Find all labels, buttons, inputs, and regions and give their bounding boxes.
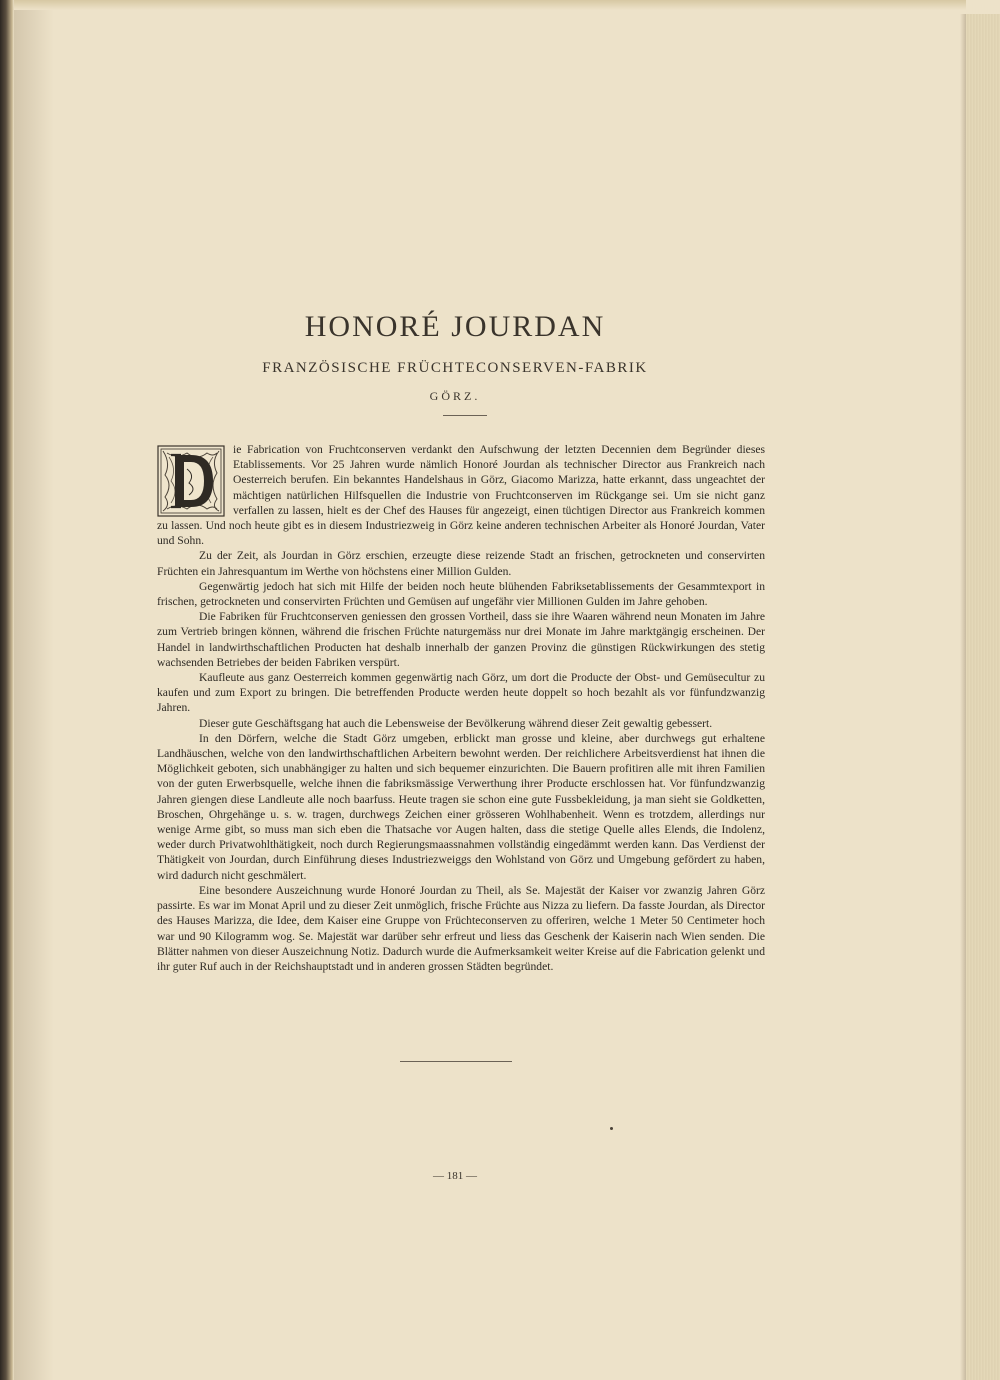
- ornamental-initial-d-icon: [157, 445, 225, 517]
- paragraph-7: In den Dörfern, welche die Stadt Görz umgeben, erblickt man grosse und kleine, aber durchwegs gut erhaltene Landhäuschen, welche von den landwirthschaftlichen Arbeitern bewohnt werden. Der reichlichere Arbeitsverdienst hat ihnen die Möglichkeit geboten, sich unabhängiger zu halten und sich bequemer einzurichten. Die Bauern profitiren alle mit ihren Familien von der guten Erwerbsquelle, welche ihnen die fabriksmässige Verwerthung ihrer Producte erschlossen hat. Vor fünfundzwanzig Jahren giengen diese Landleute alle noch baarfuss. Heute tragen sie schon eine gute Fussbekleidung, ja man sieht sie Goldketten, Broschen, Ohrgehänge u. s. w. tragen, durchwegs Zeichen einer grösseren Wohlhabenheit. Wenn es trotzdem, allerdings nur wenige Arme gibt, so muss man sich eben die Thatsache vor Augen halten, dass die stetige Quelle alles Elends, die Indolenz, weder durch Privatwohlthätigkeit, noch durch Regierungsmaassnahmen vollständig eingedämmt werden kann. Das Verdienst der Thätigkeit von Jourdan, durch Einführung dieses Industriezweiggs den Wohlstand von Görz und Umgebung gefördert zu haben, wird dadurch nicht geschmälert.: [157, 731, 765, 882]
- place-name: GÖRZ.: [429, 389, 481, 403]
- page-top-edge: [14, 0, 966, 10]
- article-body: [157, 442, 765, 974]
- page-title: HONORÉ JOURDAN: [304, 310, 606, 343]
- page-number: — 181 —: [433, 1170, 477, 1182]
- closing-divider: [400, 1061, 512, 1062]
- page-stack: [966, 14, 1000, 1380]
- paragraph-1: ie Fabrication von Fruchtconserven verdankt den Aufschwung der letzten Decennien dem Begründer dieses Etablissements. Vor 25 Jahren wurde nämlich Honoré Jourdan als technischer Director aus Frankreich nach Oesterreich berufen. Ein bekanntes Handelshaus in Görz, Giacomo Marizza, hatte erkannt, dass ungeachtet der mächtigen natürlichen Hilfsquellen die Industrie von Fruchtconserven im Rückgange sei. Um sie nicht ganz verfallen zu lassen, hielt es der Chef des Hauses für angezeigt, einen tüchtigen Director aus Frankreich kommen zu lassen. Und noch heute gibt es in diesem Industriezweig in Görz keine anderen technischen Arbeiter als Honoré Jourdan, Vater und Sohn.: [157, 443, 765, 548]
- paragraph-8: Eine besondere Auszeichnung wurde Honoré Jourdan zu Theil, als Se. Majestät der Kaiser vor zwanzig Jahren Görz passirte. Es war im Monat April und zu dieser Zeit unmöglich, frische Früchte aus Nizza zu liefern. Da fasste Jourdan, als Director des Hauses Marizza, die Idee, dem Kaiser eine Gruppe von Früchteconserven zu offeriren, welche 1 Meter 50 Centimeter hoch war und 90 Kilogramm wog. Se. Majestät war darüber sehr erfreut und liess das Geschenk der Kaiserin nach Wien senden. Die Blätter nahmen von dieser Auszeichnung Notiz. Dadurch wurde die Aufmerksamkeit weiter Kreise auf die Fabrication gelenkt und ihr guter Ruf auch in der Reichshauptstadt und in anderen grossen Städten begründet.: [157, 883, 765, 973]
- paragraph-4: Die Fabriken für Fruchtconserven geniessen den grossen Vortheil, dass sie ihre Waaren während neun Monaten im Jahre zum Vertrieb bringen können, während die frischen Früchte naturgemäss nur drei Monate im Jahre marktgängig erscheinen. Der Handel in landwirthschaftlichen Producten hat deshalb innerhalb der ganzen Provinz die günstigen Rückwirkungen des stetig wachsenden Betriebes der beiden Fabriken verspürt.: [157, 610, 765, 669]
- title-divider: [443, 415, 487, 416]
- paragraph-6: Dieser gute Geschäftsgang hat auch die Lebensweise der Bevölkerung während dieser Zeit gewaltig gebessert.: [199, 716, 713, 730]
- paragraph-5: Kaufleute aus ganz Oesterreich kommen gegenwärtig nach Görz, um dort die Producte der Obst- und Gemüsecultur zu kaufen und zum Export zu bringen. Die betreffenden Producte werden heute doppelt so hoch bezahlt als vor fünfundzwanzig Jahren.: [157, 671, 765, 715]
- ink-speck: [610, 1127, 613, 1130]
- page-subtitle: FRANZÖSISCHE FRÜCHTECONSERVEN-FABRIK: [262, 360, 648, 376]
- paragraph-2: Zu der Zeit, als Jourdan in Görz erschien, erzeugte diese reizende Stadt an frischen, getrockneten und conservirten Früchten ein Jahresquantum im Werthe von höchstens einer Million Gulden.: [157, 549, 765, 578]
- paragraph-3: Gegenwärtig jedoch hat sich mit Hilfe der beiden noch heute blühenden Fabriksetablissements der Gesammtexport in frischen, getrockneten und conservirten Früchten und Gemüsen auf ungefähr vier Millionen Gulden im Jahre gehoben.: [157, 579, 765, 609]
